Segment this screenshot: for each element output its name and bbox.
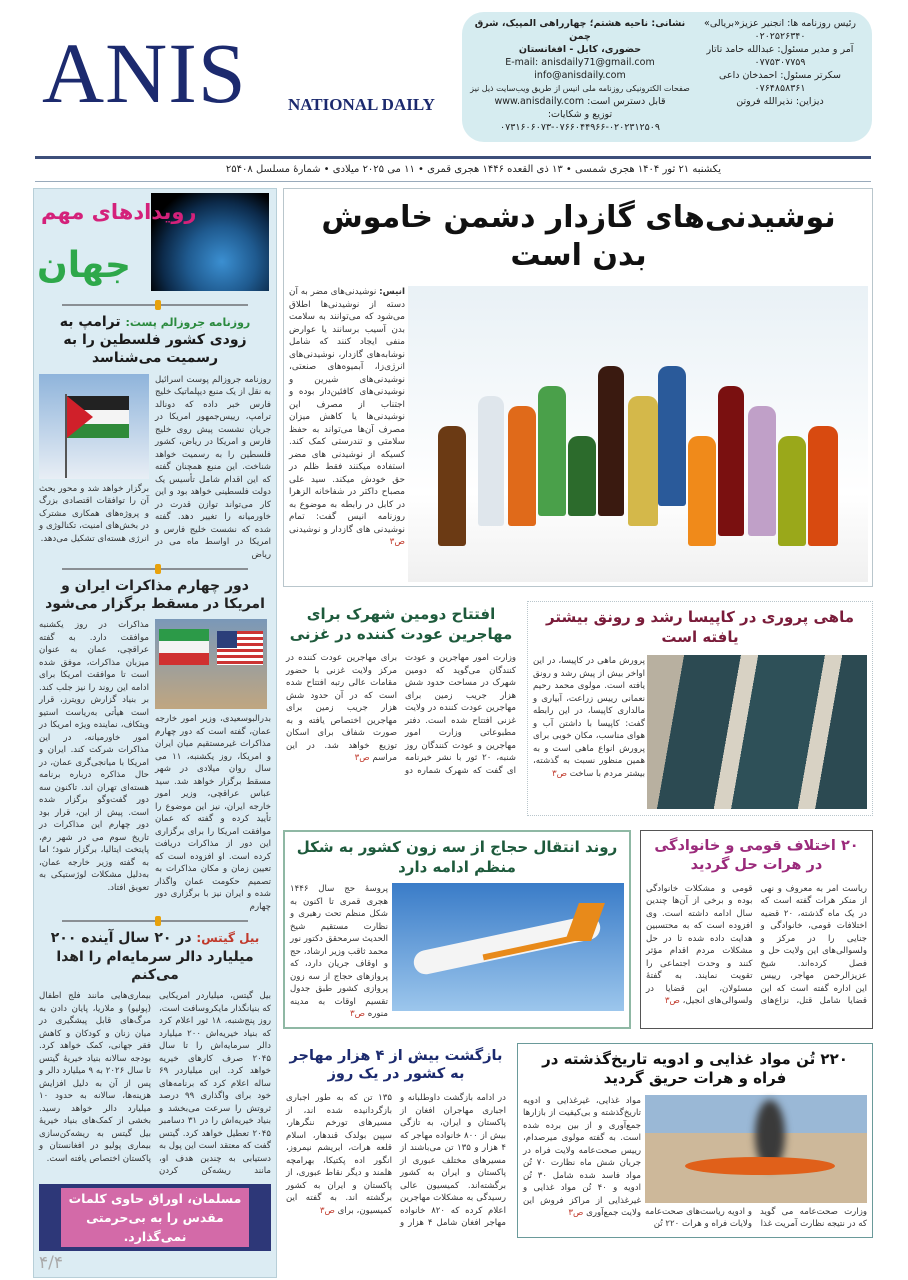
herat-headline: ۲۰ اختلاف قومی و خانوادگی در هرات حل گردید [654,838,859,873]
dateline: یکشنبه ۲۱ ثور ۱۴۰۴ هجری شمسی • ۱۳ ذی القعده ۱۴۴۶ هجری قمری • ۱۱ می ۲۰۲۵ میلادی • شمارهٔ مسلسل ۲۵۴۰۸ [35,156,871,182]
staff-line: آمر و مدیر مسئول: عبدالله حامد تاتار [706,44,854,55]
herat-body [646,883,867,1008]
phone-number: ۰۷۷۵۳۰۷۷۵۹ [754,57,806,68]
lead-story [283,188,873,587]
food-body [523,1095,641,1220]
fish-body [533,655,645,780]
logo-anis: ANIS [42,25,247,121]
trump-content [39,374,271,562]
fish-body-text: پرورش ماهی در کاپیسا، در این اواخر بیش از پیش رشد و رونق یافته است. مولوی محمد رحیم نعمانی رییس زراعت، آبیاری و مالداری کاپیسا، در این رابطه گفت: کاپیسا با داشتن آب و هوای مناسب، مکان خوبی برای پرورش انواع ماهی است و به همین منظور نسبت به گذشته، بیشتر مردم با ساخت [533,656,645,779]
food-body-text: مواد غذایی، غیرغذایی و ادویه تاریخ‌گذشته و بی‌کیفیت از بازارها جمع‌آوری و از بین برده شده است. به گفته مولوی میرصدام، رییس صحت‌عامه ولایت فراه در جریان شش ماه نظارت ۷۰ تُن مواد فاسد شده شامل ۳۰ تُن ادویه و ۴۰ تُن مواد غذایی و غیرغذایی از مراکز فروش این ولایت جمع‌آوری [523,1095,642,1218]
herat-body-text: ریاست امر به معروف و نهی از منکر هرات گفته است که در یک ماه گذشته، ۲۰ قضیه اختلافات قومی، خانوادگی و جنایی را در مرکز و ولسوالی‌های این ولایت حل و فصل کرده‌اند. شیخ عزیزالرحمن مهاجر، رییس این اداره گفته است که این قضایا شامل قتل، نزاع‌های قومی و مشکلات خانوادگی بوده و برخی از آن‌ها چندین سال ادامه داشته است. وی افزوده است که به محتسبین هدایت داده شده تا در حل مشکلات مردم اقدام مؤثر کنند و وحدت اجتماعی را تقویت نمایند. به گفتهٔ مسئولان، این قضایا در ولسوالی‌های انجیل، [646,883,867,1007]
returns-body-text: در ادامه بازگشت داوطلبانه و اجباری مهاجران افغان از پاکستان و ایران، به تازگی بیش از ۸۰۰ خانواده مهاجر که ۴ هزار و ۱۳۵ تن می‌باشند از مسیرهای مختلف عبوری از پاکستان و ایران به کشور برگشته‌اند. کمیسیون عالی رسیدگی به مشکلات مهاجرین اعلام کرده که ۸۲۰ خانواده مهاجر افغان شامل ۴ هزار و ۱۳۵ تن که به طور اجباری بازگردانیده شده اند، از مسیرهای تورخم ننگرهار، سپین بولدک قندهار، اسلام قلعه هرات، ابریشم نیمروز، انگور اده پکتیکا، بهرامچه هلمند و دیگر نقاط عبوری، از پاکستان و ایران به کشور برگشته اند. به گفته این کمیسیون، برای [286,1093,506,1229]
drinks-bottles-image [408,286,868,582]
returns-body [286,1092,506,1230]
hajj-content [290,883,624,1021]
burning-goods-image [645,1095,867,1203]
ghazni-body [286,652,516,777]
row-3 [283,830,873,1029]
returns-headline: بازگشت بیش از ۴ هزار مهاجر به کشور در یک روز [289,1047,503,1083]
phone-number: ۰۷۶۴۸۵۸۳۶۱ [754,83,806,94]
email-link[interactable]: E-mail: anisdaily71@gmail.com [505,57,655,68]
address-line: حضوری، کابل - افغانستان [518,44,642,55]
iran-content [39,619,271,913]
airplane-image [392,883,624,1011]
fish-story [527,601,873,816]
trump-body: روزنامه جروزالم پوست اسرائیل به نقل از یک منبع دیپلماتیک خلیج فارس خبر داده که دونالد ترامپ، رییس‌جمهور امریکا در جریان نشست پیش روی خلیج فارس و امریکا در ریاض، کشور فلسطین را به رسمیت خواهد شناخت. این منبع همچنان گفته که این اقدام شامل تأسیس یک دولت فلسطینی خواهد بود و این کار می‌تواند توازن قدرت در خاورمیانه را تغییر دهد. گفته شده که نشست خلیج فارس و امریکا در اواسط ماه می در ریاض [155,374,271,560]
ghazni-story [283,601,519,816]
trump-source: روزنامه جروزالم پست: [125,316,251,329]
palestine-flag-image [39,374,149,479]
trump-left-column [39,374,149,546]
page-ref: ص۳ [349,1009,365,1019]
hajj-story [283,830,631,1029]
page-ref: ص۳ [354,753,370,763]
food-right-column [645,1095,867,1231]
food-bottom-columns [645,1206,867,1231]
trump-headline [39,313,271,368]
hajj-headline: روند انتقال حجاج از سه زون کشور به شکل منظم ادامه دارد [296,838,618,876]
page-ref: ص۳ [389,537,405,547]
divider [62,568,248,570]
website-note: صفحات الکترونیکی روزنامه ملی انیس از طریق ویب‌سایت ذیل نیز [470,84,690,93]
iran-headline: دور چهارم مذاکرات ایران و امریکا در مسقط برگزار می‌شود [45,578,265,613]
main-column [283,188,873,1238]
page-ref: ص۳ [551,768,567,779]
website-link[interactable]: قابل دسترس است: www.anisdaily.com [494,96,666,107]
trump-headline-text: ترامپ به زودی کشور فلسطین را به رسمیت می‌شناسد [59,314,247,367]
iran-body-cont: مذاکرات در روز یکشنبه موافقت دارد. به گفته عراقچی، عمان به عنوان میزبان مذاکرات، موفق شده است تا موافقت امریکا برای ادامه این روند را نیز جلب کند. بر بنیاد گزارش رویترز، قرار است هیأتی به‌ریاست استیو ویتکاف، نماینده ویژه امریکا در امور خاورمیانه، در این مذاکرات شرکت کند. ایران و امریکا با میانجی‌گری عمان، در حال مذاکره درباره برنامه هسته‌ای تهران اند. تاکنون سه دور گفت‌وگو برگزار شده است. پیش از این، قرار بود دور چهارم این مذاکرات در تاریخ سوم می در شهر رم، پایتخت ایتالیا، برگزار شود؛ اما به گفته وزیر خارجه عمان، به‌دلیل مشکلات لوژستیکی به تعویق افتاد. [39,620,149,893]
row-4 [283,1043,873,1238]
hajj-body-text: پروسهٔ حج سال ۱۴۴۶ هجری قمری تا اکنون به شکل منظم تحت رهبری و نظارت مستقیم شیخ الحدیث سرمحقق دکتور نور محمد ثاقب وزیر ارشاد، حج و اوقاف جریان دارد، که پروازهای حجاج از سه زون پروازی کشور طبق جدول تقسیم اوقات به مدینه منوره [290,884,388,1019]
contact-info-box [462,12,872,142]
food-headline: ۲۲۰ تُن مواد غذایی و ادویه تاریخ‌گذشته در فراه و هرات حریق گردید [542,1049,848,1087]
banner-sacred-words [39,1184,271,1251]
lead-headline: نوشیدنی‌های گازدار دشمن خاموش بدن است [321,200,836,273]
events-title: رویدادهای مهم [41,200,197,224]
address-list [468,17,692,137]
events-subtitle: جهان [37,245,131,286]
row-2 [283,601,873,816]
phone-number: ۰۲۰۲۵۲۶۳۴۰ [754,31,806,42]
lead-content [289,286,868,582]
staff-list [696,17,864,137]
iran-right-column [155,619,271,913]
page-number: ۴/۴ [39,1252,63,1273]
lead-body-text: نوشیدنی‌های مضر به آن دسته از نوشیدنی‌ها اطلاق می‌شود که می‌توانند به سلامت بدن آسیب برسانند یا عوارض منفی ایجاد کنند که شامل نوشابه‌های گازدار، نوشیدنی‌های انرژی‌زا، آبمیوه‌های صنعتی، نوشیدنی‌های شیرین و نوشیدنی‌های کافئین‌دار بوده و اجتناب از مصرف این نوشیدنی‌ها یا کاهش میزان مصرف آن‌ها می‌تواند به حفظ سلامتی و تندرستی کمک کند. کسیکه از نوشیدنی های مضر استفاده میکنند فقط ظلم در حق خودش میکند. سید علی مصباح داکتر در شفاخانه الزهرا در کابل در رابطه به موضوع به روزنامه انیس گفت: تمام نوشیدنی های گازدار و نوشیدنی [289,287,405,535]
events-header [39,193,271,297]
iran-body: بدرالبوسعیدی، وزیر امور خارجه عمان، گفته است که دور چهارم مذاکرات غیرمستقیم میان ایران و امریکا، روز یکشنبه، ۱۱ می سال روان میلادی در شهر مسقط برگزار خواهد شد. سید عباس عراقچی، وزیر امور خارجه ایران، نیز این موضوع را تأیید کرده و گفته که عمان موافقت امریکا را برای برگزاری این دور از مذاکرات دریافت کرده است. او افزوده است که تعیین زمان و مکان مذاکرات به تصمیم حکومت عمان واگذار شده و ایران نیز با برگزاری دور چهارم [155,714,271,912]
divider [62,920,248,922]
iran-us-flags-image [155,619,267,709]
lead-label: انیس: [379,287,405,297]
banner-text: مسلمان، اوراق حاوی کلمات مقدس را به بی‌حرمتی نمی‌گذارد. [61,1188,249,1247]
returns-story [283,1043,509,1238]
divider [62,304,248,306]
distribution-phones: ۰۷۳۱۶۰۶۰۷۳-۰۷۶۶۰۴۴۹۶۶-۰۲۰۲۳۱۲۵۰۹ [500,122,660,133]
page-ref: ص۳ [664,996,680,1007]
distribution-label: توزیع و شکایات: [547,109,613,120]
fish-headline: ماهی پروری در کاپیسا رشد و رونق بیشتر یافته است [545,608,855,646]
fish-content [533,655,867,809]
page-ref: ص۳ [319,1205,335,1216]
page-ref: ص۳ [568,1208,584,1218]
food-content [523,1095,867,1231]
gates-source: بیل گیتس: [196,931,260,946]
address-line: نشانی: ناحیه هشتم؛ چهارراهی المپیک، شرق چمن [474,18,686,42]
staff-line: دیزاین: نذیرالله فروتن [736,96,824,107]
herat-story [640,830,873,1029]
page-content [33,188,873,1278]
gates-body: بیل گیتس، میلیاردر امریکایی که بنیانگذار مایکروسافت است، روز پنج‌شنبه، ۱۸ ثور اعلام کرد که بنیاد خیریه‌اش ۲۰۰ میلیارد دالر سرمایه‌اش را تا سال ۲۰۴۵ صرف کارهای خیریه خواهد کرد. این میلیاردر ۶۹ ساله اعلام کرد که برنامه‌های خود برای واگذاری ۹۹ درصد ثروتش را سرعت می‌بخشد و بنیاد خیریه‌اش را در ۳۱ دسامبر ۲۰۴۵ تعطیل خواهد کرد. گیتس گفت که معتقد است این پول به دستیابی به چندین هدف او، مانند ریشه‌کن کردن بیماری‌هایی مانند فلج اطفال (پولیو) و ملاریا، پایان دادن به مرگ‌های قابل پیشگیری در میان زنان و کودکان و کاهش فقر جهانی، کمک خواهد کرد. بودجه سالانه بنیاد خیریهٔ گیتس تا سال ۲۰۲۶ به ۹ میلیارد دالر و پس از آن به دلیل افزایش هزینه‌ها، سالانه به حدود ۱۰ میلیارد دالر خواهد رسید. بخشی از کمک‌های بنیاد خیریهٔ بیل گیتس به ریشه‌کن‌سازی بیماری پولیو در افغانستان و پاکستان اختصاص یافته است. [39,991,271,1176]
gates-headline-text: در ۲۰ سال آینده ۲۰۰ میلیارد دالر سرمایه‌ام را اهدا می‌کنم [50,930,254,983]
food-body-cont: و ادویه ریاست‌های صحت‌عامه ولایات فراه و هرات ۲۲۰ تُن [645,1206,752,1229]
food-body-start: وزارت صحت‌عامه می گوید که در نتیجه نظارت آمریت غذا [760,1206,867,1229]
trump-body-cont: برگزار خواهد شد و محور بحث آن را توافقات اقتصادی بزرگ و پروژه‌های همکاری مشترک در بخش‌های امنیت، تکنالوژی و انرژی هسته‌ای تشکیل می‌دهد. [39,483,149,544]
staff-line: رئیس روزنامه ها: انجنیر عزیز«بریالی» [704,18,856,29]
email-link[interactable]: info@anisdaily.com [534,70,626,81]
staff-line: سکرتر مسئول: احمدخان داعی [718,70,842,81]
hajj-body [290,883,388,1021]
ghazni-body-text: وزارت امور مهاجرین و عودت کنندگان می‌گوید که دومین شهرک در مساحت حدود شش هزار جریب زمین برای مهاجرین عودت کننده در ولایت غزنی افتتاح شده است. دفتر مطبوعاتی وزارت امور مهاجرین و عودت کنندگان روز شنبه، ۲۰ ثور با نشر خبرنامه ای گفت که شهرک شماره دو برای مهاجرین عودت کننده در مرکز ولایت غزنی با حضور مقامات عالی رتبه افتتاح شده است که در آن حدود شش هزار جریب زمین برای مهاجرین اختصاص یافته و به صورت شفاف برای اسکان توزیع خواهد شد. در این مراسم [286,653,516,776]
sidebar-world-news [33,188,277,1278]
food-story [517,1043,873,1238]
fish-farm-image [647,655,867,809]
ghazni-headline: افتتاح دومین شهرک برای مهاجرین عودت کننده در غزنی [289,605,513,643]
gates-headline [39,929,271,984]
logo-subtitle: NATIONAL DAILY [288,95,435,114]
lead-body [289,286,405,549]
